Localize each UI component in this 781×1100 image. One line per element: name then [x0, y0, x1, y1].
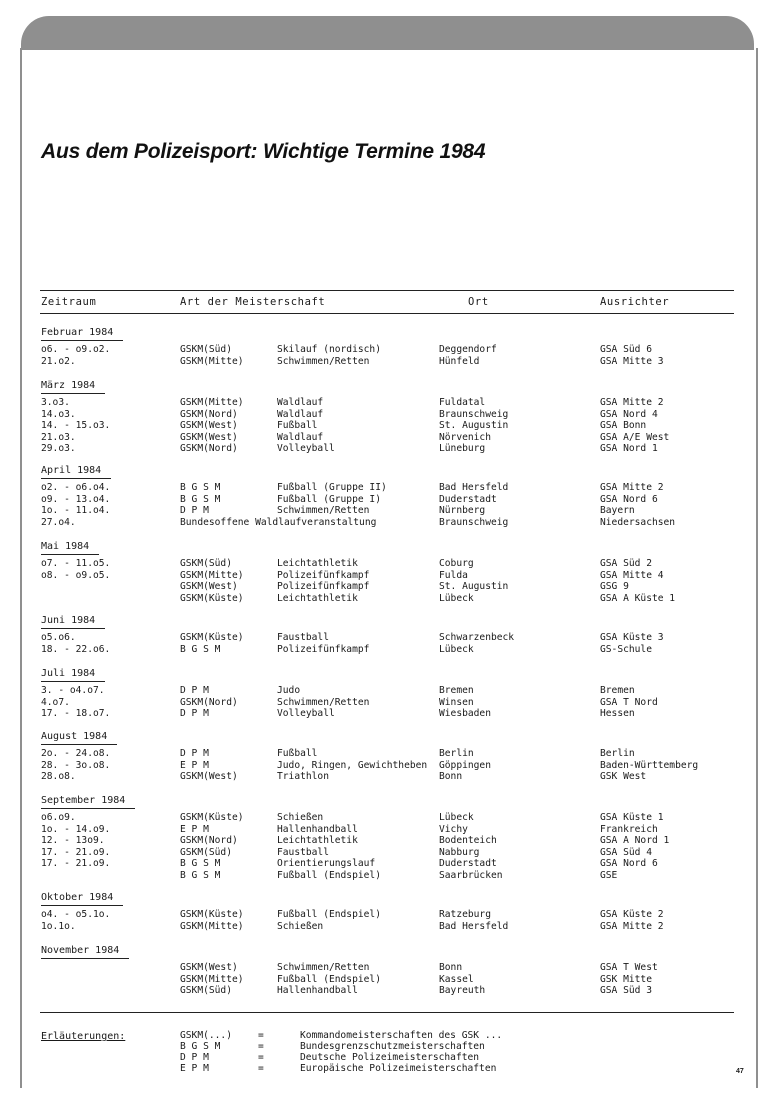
cell-discipline: Schwimmen/Retten — [277, 355, 370, 367]
month-heading: November 1984 — [41, 945, 129, 959]
cell-date: 4.o7. — [41, 696, 70, 708]
cell-host: GSA Mitte 4 — [600, 569, 664, 581]
legend-description: Europäische Polizeimeisterschaften — [300, 1063, 497, 1074]
cell-host: Niedersachsen — [600, 516, 676, 528]
cell-organizer: GSKM(Mitte) — [180, 920, 244, 932]
table-row — [0, 593, 781, 604]
cell-discipline: Polizeifünfkampf — [277, 569, 370, 581]
legend-item — [0, 1041, 781, 1052]
cell-discipline: Schießen — [277, 920, 324, 932]
table-row — [0, 570, 781, 581]
page-number: 47 — [736, 1068, 744, 1075]
cell-location: Braunschweig — [439, 516, 509, 528]
cell-host: Berlin — [600, 748, 635, 759]
cell-discipline: Waldlauf — [277, 431, 324, 443]
cell-host: GSA Mitte 2 — [600, 482, 664, 493]
cell-organizer: GSKM(Süd) — [180, 558, 232, 569]
cell-date: 17. - 18.o7. — [41, 708, 111, 720]
table-row — [0, 409, 781, 420]
cell-discipline: Waldlauf — [277, 397, 324, 408]
table-row — [0, 581, 781, 592]
cell-discipline: Fußball (Endspiel) — [277, 909, 381, 920]
table-row — [0, 558, 781, 569]
cell-organizer: B G S M — [180, 858, 221, 870]
table-row — [0, 858, 781, 869]
cell-organizer: GSKM(West) — [180, 431, 238, 443]
table-row — [0, 760, 781, 771]
table-row — [0, 494, 781, 505]
cell-organizer: GSKM(Nord) — [180, 408, 238, 420]
cell-organizer: GSKM(West) — [180, 420, 238, 432]
table-top-rule — [40, 290, 734, 291]
table-bottom-rule — [40, 1012, 734, 1013]
cell-host: Bayern — [600, 505, 635, 517]
cell-location: Duderstadt — [439, 858, 497, 870]
cell-date: o4. - o5.1o. — [41, 909, 111, 920]
cell-organizer: GSKM(Nord) — [180, 696, 238, 708]
cell-location: Coburg — [439, 558, 474, 569]
table-row — [0, 921, 781, 932]
legend-equals: = — [258, 1030, 264, 1041]
legend-equals: = — [258, 1041, 264, 1052]
cell-location: Bodenteich — [439, 835, 497, 847]
table-row — [0, 909, 781, 920]
cell-host: GSK Mitte — [600, 973, 652, 985]
cell-organizer: D P M — [180, 708, 209, 720]
table-row — [0, 771, 781, 782]
cell-discipline: Hallenhandball — [277, 985, 358, 997]
cell-discipline: Schießen — [277, 812, 324, 823]
cell-discipline: Fußball (Gruppe I) — [277, 493, 381, 505]
table-row — [0, 397, 781, 408]
cell-discipline: Polizeifünfkampf — [277, 643, 370, 655]
month-heading: September 1984 — [41, 795, 135, 809]
month-heading: Juni 1984 — [41, 615, 105, 629]
cell-organizer: B G S M — [180, 870, 221, 881]
cell-organizer: GSKM(Nord) — [180, 835, 238, 847]
cell-organizer: GSKM(Mitte) — [180, 397, 244, 408]
legend-abbreviation: B G S M — [180, 1041, 221, 1052]
legend-description: Bundesgrenzschutzmeisterschaften — [300, 1041, 485, 1052]
cell-date: 2o. - 24.o8. — [41, 748, 111, 759]
cell-organizer: GSKM(Süd) — [180, 985, 232, 997]
cell-host: GSA Nord 1 — [600, 443, 658, 455]
cell-date: o7. - 11.o5. — [41, 558, 111, 569]
cell-organizer: GSKM(Küste) — [180, 592, 244, 604]
cell-organizer: E P M — [180, 759, 209, 771]
cell-discipline: Schwimmen/Retten — [277, 962, 370, 973]
table-row — [0, 344, 781, 355]
cell-host: GSA Mitte 2 — [600, 920, 664, 932]
table-row — [0, 748, 781, 759]
cell-date: 28.o8. — [41, 771, 76, 783]
cell-host: GSA Küste 2 — [600, 909, 664, 920]
cell-host: GSA Küste 3 — [600, 632, 664, 643]
cell-discipline: Leichtathletik — [277, 558, 358, 569]
cell-date: o6.o9. — [41, 812, 76, 823]
cell-location: Berlin — [439, 748, 474, 759]
cell-date: 28. - 3o.o8. — [41, 759, 111, 771]
cell-discipline: Faustball — [277, 846, 329, 858]
page-title: Aus dem Polizeisport: Wichtige Termine 1984 — [41, 140, 486, 163]
cell-date: o9. - 13.o4. — [41, 493, 111, 505]
cell-location: Nabburg — [439, 846, 480, 858]
legend-item — [0, 1063, 781, 1074]
cell-location: Lübeck — [439, 812, 474, 823]
table-row — [0, 685, 781, 696]
cell-host: GSA T West — [600, 962, 658, 973]
cell-host: Bremen — [600, 685, 635, 696]
table-row — [0, 812, 781, 823]
cell-date: o8. - o9.o5. — [41, 569, 111, 581]
cell-host: GSK West — [600, 771, 647, 783]
cell-organizer: B G S M — [180, 493, 221, 505]
cell-location: Lübeck — [439, 592, 474, 604]
cell-host: GSA Mitte 3 — [600, 355, 664, 367]
table-row — [0, 985, 781, 996]
cell-location: Bonn — [439, 771, 463, 783]
cell-host: GSA Süd 6 — [600, 344, 652, 355]
table-row — [0, 420, 781, 431]
cell-date: o6. - o9.o2. — [41, 344, 111, 355]
cell-host: GSA A Nord 1 — [600, 835, 670, 847]
legend-title: Erläuterungen: — [41, 1031, 126, 1042]
cell-date: 14.o3. — [41, 408, 76, 420]
cell-location: Bad Hersfeld — [439, 482, 509, 493]
cell-date: 1o. - 11.o4. — [41, 505, 111, 517]
table-row — [0, 517, 781, 528]
table-row — [0, 644, 781, 655]
cell-host: GSA Nord 4 — [600, 408, 658, 420]
legend-description: Deutsche Polizeimeisterschaften — [300, 1052, 480, 1063]
cell-organizer: GSKM(Süd) — [180, 344, 232, 355]
table-row — [0, 443, 781, 454]
cell-host: GSA A Küste 1 — [600, 592, 676, 604]
cell-date: 29.o3. — [41, 443, 76, 455]
cell-location: Duderstadt — [439, 493, 497, 505]
cell-organizer: B G S M — [180, 482, 221, 493]
cell-date: 18. - 22.o6. — [41, 643, 111, 655]
cell-host: GSA Mitte 2 — [600, 397, 664, 408]
cell-location: Deggendorf — [439, 344, 497, 355]
cell-discipline: Judo, Ringen, Gewichtheben — [277, 759, 428, 771]
column-header-art: Art der Meisterschaft — [180, 296, 326, 308]
cell-location: Saarbrücken — [439, 870, 503, 881]
cell-date: 3.o3. — [41, 397, 70, 408]
cell-organizer: D P M — [180, 748, 209, 759]
cell-location: Lüneburg — [439, 443, 486, 455]
cell-location: Vichy — [439, 823, 468, 835]
cell-discipline: Orientierungslauf — [277, 858, 376, 870]
cell-host: GSA Süd 3 — [600, 985, 652, 997]
cell-date: 27.o4. — [41, 516, 76, 528]
cell-location: Bremen — [439, 685, 474, 696]
table-row — [0, 962, 781, 973]
table-row — [0, 697, 781, 708]
cell-location: Ratzeburg — [439, 909, 491, 920]
cell-host: GSA Süd 2 — [600, 558, 652, 569]
cell-discipline: Faustball — [277, 632, 329, 643]
cell-date: 1o. - 14.o9. — [41, 823, 111, 835]
cell-organizer: GSKM(Süd) — [180, 846, 232, 858]
cell-organizer: GSKM(West) — [180, 581, 238, 593]
cell-date: 21.o3. — [41, 431, 76, 443]
cell-location: St. Augustin — [439, 581, 509, 593]
legend-equals: = — [258, 1063, 264, 1074]
cell-location: Lübeck — [439, 643, 474, 655]
header-bottom-rule — [40, 313, 734, 314]
cell-location: Bayreuth — [439, 985, 486, 997]
cell-location: Bad Hersfeld — [439, 920, 509, 932]
cell-discipline: Leichtathletik — [277, 592, 358, 604]
cell-location: St. Augustin — [439, 420, 509, 432]
cell-host: Frankreich — [600, 823, 658, 835]
cell-discipline: Fußball (Endspiel) — [277, 870, 381, 881]
cell-discipline: Fußball (Gruppe II) — [277, 482, 387, 493]
table-row — [0, 824, 781, 835]
legend-abbreviation: GSKM(...) — [180, 1030, 232, 1041]
cell-date: 17. - 21.o9. — [41, 858, 111, 870]
cell-host: Hessen — [600, 708, 635, 720]
cell-date: 12. - 13o9. — [41, 835, 105, 847]
cell-discipline: Polizeifünfkampf — [277, 581, 370, 593]
cell-discipline: Schwimmen/Retten — [277, 696, 370, 708]
cell-discipline: Schwimmen/Retten — [277, 505, 370, 517]
column-header-ausrichter: Ausrichter — [600, 296, 670, 308]
month-heading: März 1984 — [41, 380, 105, 394]
cell-organizer: GSKM(Küste) — [180, 909, 244, 920]
table-row — [0, 974, 781, 985]
column-header-ort: Ort — [468, 296, 489, 308]
cell-location: Schwarzenbeck — [439, 632, 515, 643]
legend-item — [0, 1030, 781, 1041]
table-row — [0, 835, 781, 846]
cell-organizer: D P M — [180, 505, 209, 517]
cell-organizer: E P M — [180, 823, 209, 835]
cell-location: Fulda — [439, 569, 468, 581]
cell-discipline: Judo — [277, 685, 301, 696]
cell-discipline: Waldlauf — [277, 408, 324, 420]
month-heading: August 1984 — [41, 731, 117, 745]
legend-item — [0, 1052, 781, 1063]
cell-location: Braunschweig — [439, 408, 509, 420]
cell-location: Bonn — [439, 962, 463, 973]
cell-location: Nürnberg — [439, 505, 486, 517]
cell-organizer: B G S M — [180, 643, 221, 655]
table-row — [0, 870, 781, 881]
cell-date: o2. - o6.o4. — [41, 482, 111, 493]
legend-abbreviation: D P M — [180, 1052, 209, 1063]
month-heading: Februar 1984 — [41, 327, 123, 341]
table-row — [0, 632, 781, 643]
cell-discipline: Triathlon — [277, 771, 329, 783]
table-row — [0, 356, 781, 367]
cell-organizer: GSKM(Mitte) — [180, 569, 244, 581]
cell-organizer: GSKM(Küste) — [180, 632, 244, 643]
cell-discipline: Fußball (Endspiel) — [277, 973, 381, 985]
cell-location: Kassel — [439, 973, 474, 985]
month-heading: April 1984 — [41, 465, 111, 479]
cell-location: Fuldatal — [439, 397, 486, 408]
cell-location: Hünfeld — [439, 355, 480, 367]
cell-discipline: Volleyball — [277, 443, 335, 455]
cell-organizer: GSKM(Nord) — [180, 443, 238, 455]
cell-organizer: Bundesoffene Waldlaufveranstaltung — [180, 516, 377, 528]
cell-discipline: Hallenhandball — [277, 823, 358, 835]
cell-host: GS-Schule — [600, 643, 652, 655]
cell-organizer: D P M — [180, 685, 209, 696]
table-row — [0, 708, 781, 719]
month-heading: Mai 1984 — [41, 541, 99, 555]
cell-organizer: GSKM(Mitte) — [180, 355, 244, 367]
cell-organizer: GSKM(Küste) — [180, 812, 244, 823]
cell-location: Wiesbaden — [439, 708, 491, 720]
cell-host: GSA Nord 6 — [600, 493, 658, 505]
cell-date: o5.o6. — [41, 632, 76, 643]
cell-date: 21.o2. — [41, 355, 76, 367]
cell-host: GSE — [600, 870, 618, 881]
legend-equals: = — [258, 1052, 264, 1063]
cell-location: Göppingen — [439, 759, 491, 771]
cell-host: GSA Nord 6 — [600, 858, 658, 870]
legend-abbreviation: E P M — [180, 1063, 209, 1074]
cell-host: GSA Bonn — [600, 420, 647, 432]
cell-host: Baden-Württemberg — [600, 759, 699, 771]
cell-discipline: Fußball — [277, 748, 318, 759]
cell-host: GSA A/E West — [600, 431, 670, 443]
cell-discipline: Volleyball — [277, 708, 335, 720]
table-row — [0, 847, 781, 858]
column-header-zeitraum: Zeitraum — [41, 296, 97, 308]
month-heading: Juli 1984 — [41, 668, 105, 682]
table-row — [0, 432, 781, 443]
cell-host: GSG 9 — [600, 581, 629, 593]
cell-discipline: Fußball — [277, 420, 318, 432]
cell-date: 1o.1o. — [41, 920, 76, 932]
cell-location: Winsen — [439, 696, 474, 708]
cell-date: 14. - 15.o3. — [41, 420, 111, 432]
cell-discipline: Skilauf (nordisch) — [277, 344, 381, 355]
cell-discipline: Leichtathletik — [277, 835, 358, 847]
table-row — [0, 482, 781, 493]
cell-organizer: GSKM(West) — [180, 962, 238, 973]
cell-organizer: GSKM(West) — [180, 771, 238, 783]
cell-host: GSA Süd 4 — [600, 846, 652, 858]
month-heading: Oktober 1984 — [41, 892, 123, 906]
page-header-bar — [21, 16, 754, 50]
cell-date: 3. - o4.o7. — [41, 685, 105, 696]
cell-host: GSA Küste 1 — [600, 812, 664, 823]
legend-description: Kommandomeisterschaften des GSK ... — [300, 1030, 503, 1041]
cell-location: Nörvenich — [439, 431, 491, 443]
table-row — [0, 505, 781, 516]
cell-date: 17. - 21.o9. — [41, 846, 111, 858]
cell-organizer: GSKM(Mitte) — [180, 973, 244, 985]
cell-host: GSA T Nord — [600, 696, 658, 708]
